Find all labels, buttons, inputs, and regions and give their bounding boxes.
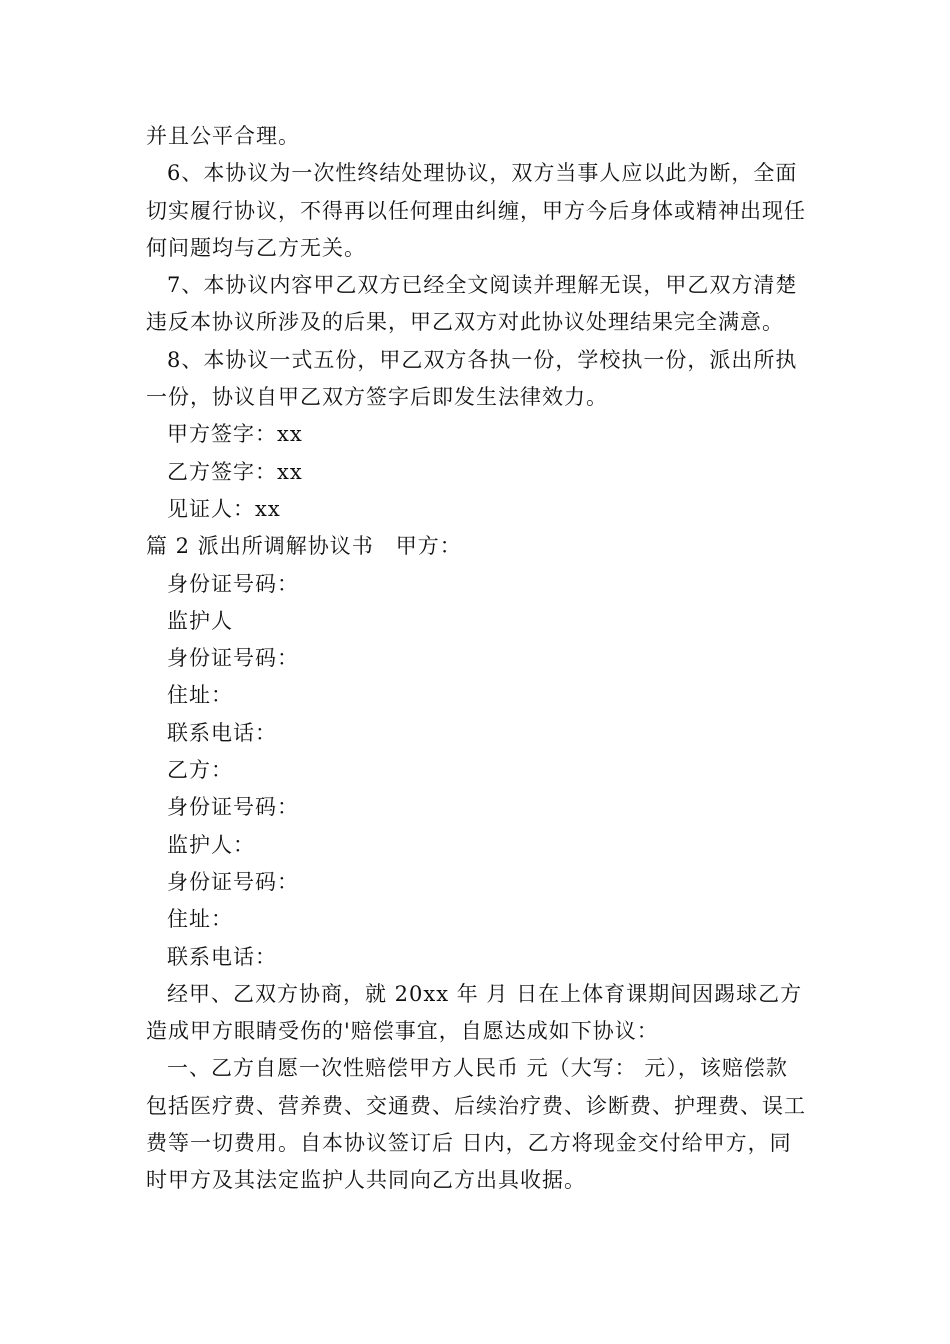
party-a-phone-field: 联系电话： — [167, 720, 277, 745]
agreement-clause-7: 7、本协议内容甲乙双方已经全文阅读并理解无误，甲乙双方清楚违反本协议所涉及的后果，甲乙双方对此协议处理结果完全满意。 — [146, 273, 798, 335]
agreement-clause-6: 6、本协议为一次性终结处理协议，双方当事人应以此为断，全面切实履行协议，不得再以任何理由纠缠，甲方今后身体或精神出现任何问题均与乙方无关。 — [146, 161, 806, 260]
party-a-signature-field: 甲方签字：xx — [167, 422, 303, 447]
party-b-signature-field: 乙方签字：xx — [167, 459, 303, 484]
section-heading: 篇 2 派出所调解协议书 甲方： — [146, 534, 462, 559]
party-a-address-field: 住址： — [167, 683, 233, 708]
party-b-address-field: 住址： — [167, 907, 233, 932]
agreement-preamble: 经甲、乙双方协商，就 20xx 年 月 日在上体育课期间因踢球乙方造成甲方眼睛受伤的'赔偿事宜，自愿达成如下协议： — [146, 981, 803, 1044]
witness-field: 见证人：xx — [167, 496, 281, 521]
document-body — [146, 118, 806, 1200]
party-a-guardian-field: 监护人 — [167, 608, 233, 633]
party-a-id-number-field: 身份证号码： — [167, 571, 299, 596]
party-b-phone-field: 联系电话： — [167, 944, 277, 969]
party-b-field: 乙方： — [167, 758, 233, 783]
body-text-line: 并且公平合理。 — [146, 124, 300, 148]
agreement-clause-1: 一、乙方自愿一次性赔偿甲方人民币 元（大写： 元），该赔偿款包括医疗费、营养费、交通费、后续治疗费、诊断费、护理费、误工费等一切费用。自本协议签订后 日内，乙方将现金交付给甲方，同时甲方及其法定监护人共同向乙方出具收据。 — [146, 1056, 806, 1193]
party-b-guardian-id-number-field: 身份证号码： — [167, 869, 299, 894]
party-a-guardian-id-number-field: 身份证号码： — [167, 646, 299, 671]
party-b-id-number-field: 身份证号码： — [167, 795, 299, 820]
party-b-guardian-field: 监护人： — [167, 832, 255, 857]
agreement-clause-8: 8、本协议一式五份，甲乙双方各执一份，学校执一份，派出所执一份，协议自甲乙双方签字后即发生法律效力。 — [146, 347, 798, 410]
